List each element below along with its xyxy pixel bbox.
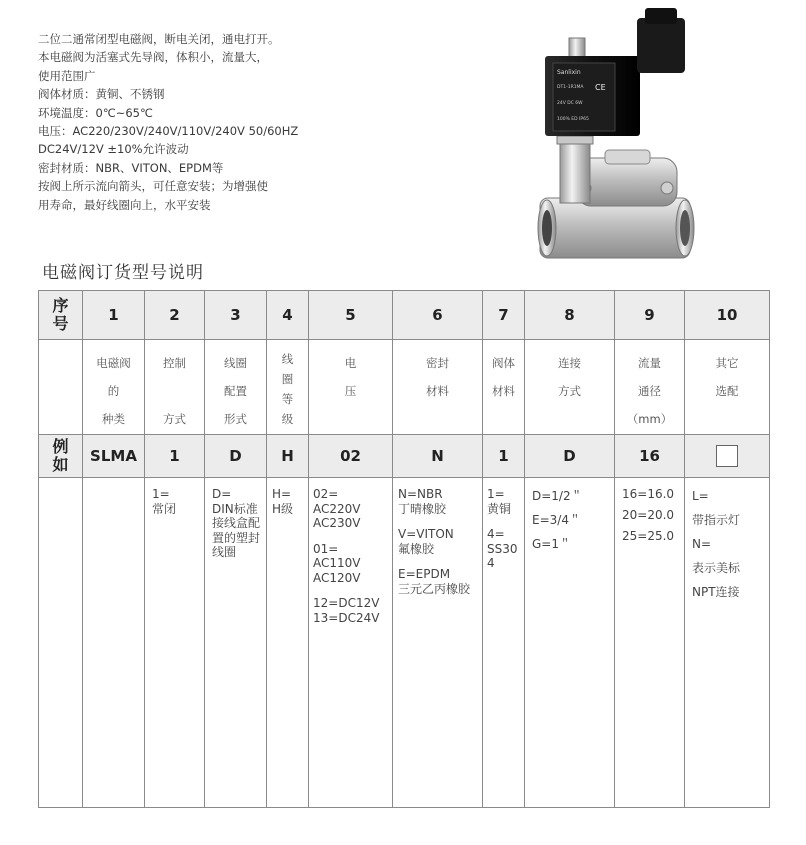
example-value: 1 <box>483 435 525 478</box>
desc-cell-control <box>145 340 205 435</box>
intro-line: 阀体材质：黄铜、不锈钢 <box>38 87 165 102</box>
option-text: 1= <box>487 487 505 501</box>
options-cell-seal <box>393 478 483 808</box>
desc-cell-seal <box>393 340 483 435</box>
intro-line: 本电磁阀为活塞式先导阀，体积小，流量大， <box>38 50 268 65</box>
column-number: 3 <box>205 291 267 340</box>
column-number: 5 <box>309 291 393 340</box>
option-text: 氟橡胶 <box>398 541 435 556</box>
intro-line: 使用范围广 <box>38 68 96 83</box>
column-number: 6 <box>393 291 483 340</box>
intro-line: 密封材质：NBR、VITON、EPDM等 <box>38 160 224 175</box>
option-text: DIN标准接线盒配置的塑封线圈 <box>212 501 261 559</box>
option-text: AC120V <box>313 570 361 585</box>
desc-cell-other <box>685 340 770 435</box>
column-number: 4 <box>267 291 309 340</box>
order-title: 电磁阀订货型号说明 <box>42 263 204 283</box>
option-text: 常闭 <box>152 501 177 516</box>
corner-char: 序 <box>52 296 69 315</box>
coil-label-model: DT1-1R1MA <box>557 85 584 90</box>
ce-mark: CE <box>595 83 606 92</box>
options-cell-valve-type <box>83 478 145 808</box>
desc-text: 的 <box>107 384 120 398</box>
options-cell-other <box>685 478 770 808</box>
desc-text: 线圈 <box>224 356 247 370</box>
option-text: 01= <box>313 541 339 556</box>
column-description-row <box>39 340 770 435</box>
option-text: 4= <box>487 527 505 541</box>
desc-text: 配置 <box>224 384 247 398</box>
desc-text: 阀体 <box>492 356 515 370</box>
option-text: 25=25.0 <box>622 529 675 543</box>
desc-text: 密封 <box>426 356 449 370</box>
option-text: E=EPDM <box>398 567 451 581</box>
desc-text: 形式 <box>224 412 247 426</box>
example-value: D <box>525 435 615 478</box>
column-number: 1 <box>83 291 145 340</box>
option-text: 黄铜 <box>487 501 512 516</box>
option-text: AC110V <box>313 556 361 570</box>
option-text: 13=DC24V <box>313 610 380 625</box>
options-cell-connection <box>525 478 615 808</box>
example-option-cell <box>685 435 770 478</box>
desc-cell-voltage <box>309 340 393 435</box>
options-cell-orifice <box>615 478 685 808</box>
order-code-table <box>38 290 770 808</box>
option-text: 20=20.0 <box>622 508 675 522</box>
desc-text: 线 <box>281 352 294 366</box>
desc-cell-coil-config <box>205 340 267 435</box>
option-text: 表示美标 <box>692 561 741 575</box>
desc-text: 压 <box>344 384 357 398</box>
example-value: 1 <box>145 435 205 478</box>
desc-cell-coil-class <box>267 340 309 435</box>
option-text: D=1/2＂ <box>532 489 583 503</box>
option-text: G=1＂ <box>532 537 571 551</box>
options-cell-body <box>483 478 525 808</box>
corner-cell-seq <box>39 291 83 340</box>
corner-char: 号 <box>52 314 69 333</box>
option-text: NPT连接 <box>692 585 740 599</box>
option-checkbox[interactable] <box>716 445 738 467</box>
desc-text: 材料 <box>426 384 449 398</box>
intro-line: 用寿命，最好线圈向上，水平安装 <box>38 197 211 212</box>
desc-text: 连接 <box>558 356 581 370</box>
example-value: D <box>205 435 267 478</box>
example-value: 16 <box>615 435 685 478</box>
intro-text <box>38 30 368 214</box>
example-value: 02 <box>309 435 393 478</box>
corner-char: 例 <box>52 437 69 456</box>
option-text: 1= <box>152 487 170 501</box>
options-cell-voltage <box>309 478 393 808</box>
intro-line: DC24V/12V ±10%允许波动 <box>38 142 189 157</box>
example-value: SLMA <box>83 435 145 478</box>
option-text: 12=DC12V <box>313 596 380 610</box>
option-text: SS304 <box>487 541 518 570</box>
options-cell-control <box>145 478 205 808</box>
desc-text: 电 <box>344 356 357 370</box>
column-number: 9 <box>615 291 685 340</box>
desc-text: （mm） <box>626 412 673 426</box>
desc-cell-orifice <box>615 340 685 435</box>
example-value: H <box>267 435 309 478</box>
desc-cell-valve-type <box>83 340 145 435</box>
intro-line: 环境温度：0℃~65℃ <box>38 105 153 120</box>
desc-text: 材料 <box>492 384 515 398</box>
column-number: 2 <box>145 291 205 340</box>
desc-cell-body <box>483 340 525 435</box>
option-text: N= <box>692 537 712 551</box>
option-text: AC230V <box>313 516 361 530</box>
option-text: D= <box>212 487 232 501</box>
desc-cell-connection <box>525 340 615 435</box>
option-text: 三元乙丙橡胶 <box>398 581 471 596</box>
desc-text: 其它 <box>715 356 739 370</box>
option-text: H级 <box>272 501 294 516</box>
desc-text: 控制 <box>163 356 186 370</box>
option-text: 丁晴橡胶 <box>398 501 447 516</box>
desc-text: 方式 <box>558 384 581 398</box>
desc-text: 通径 <box>638 384 661 398</box>
desc-text: 选配 <box>715 384 739 398</box>
coil-label-brand: Sanlixin <box>557 69 581 76</box>
desc-corner-cell <box>39 340 83 435</box>
option-text: H= <box>272 487 292 501</box>
desc-text: 种类 <box>102 412 125 426</box>
column-number-row <box>39 291 770 340</box>
corner-char: 如 <box>52 455 69 474</box>
option-text: V=VITON <box>398 527 454 541</box>
desc-text: 流量 <box>638 356 661 370</box>
option-text: 16=16.0 <box>622 487 675 501</box>
options-cell-coil-class <box>267 478 309 808</box>
column-number: 10 <box>685 291 770 340</box>
option-text: E=3/4＂ <box>532 513 581 527</box>
desc-text: 电磁阀 <box>96 356 131 370</box>
corner-cell-example <box>39 435 83 478</box>
intro-line: 电压：AC220/230V/240V/110V/240V 50/60HZ <box>38 124 299 139</box>
intro-line: 按阀上所示流向箭头，可任意安装；为增强使 <box>38 179 268 194</box>
column-number: 8 <box>525 291 615 340</box>
example-row <box>39 435 770 478</box>
desc-text: 方式 <box>163 412 186 426</box>
coil-label-voltage: 24V DC 6W <box>557 101 583 106</box>
intro-line: 二位二通常闭型电磁阀，断电关闭，通电打开。 <box>38 32 280 46</box>
desc-text: 圈 <box>281 372 294 386</box>
options-cell-coil-config <box>205 478 267 808</box>
option-text: 02= <box>313 487 339 501</box>
solenoid-valve-photo <box>535 8 705 270</box>
option-text: 带指示灯 <box>692 513 741 527</box>
coil-label-rating: 100% ED IP65 <box>557 117 589 122</box>
option-text: AC220V <box>313 501 361 516</box>
example-value: N <box>393 435 483 478</box>
column-number: 7 <box>483 291 525 340</box>
option-text: L= <box>692 489 709 503</box>
options-corner-cell <box>39 478 83 808</box>
option-text: N=NBR <box>398 487 443 501</box>
desc-text: 级 <box>281 412 294 426</box>
desc-text: 等 <box>281 392 294 406</box>
options-row <box>39 478 770 808</box>
